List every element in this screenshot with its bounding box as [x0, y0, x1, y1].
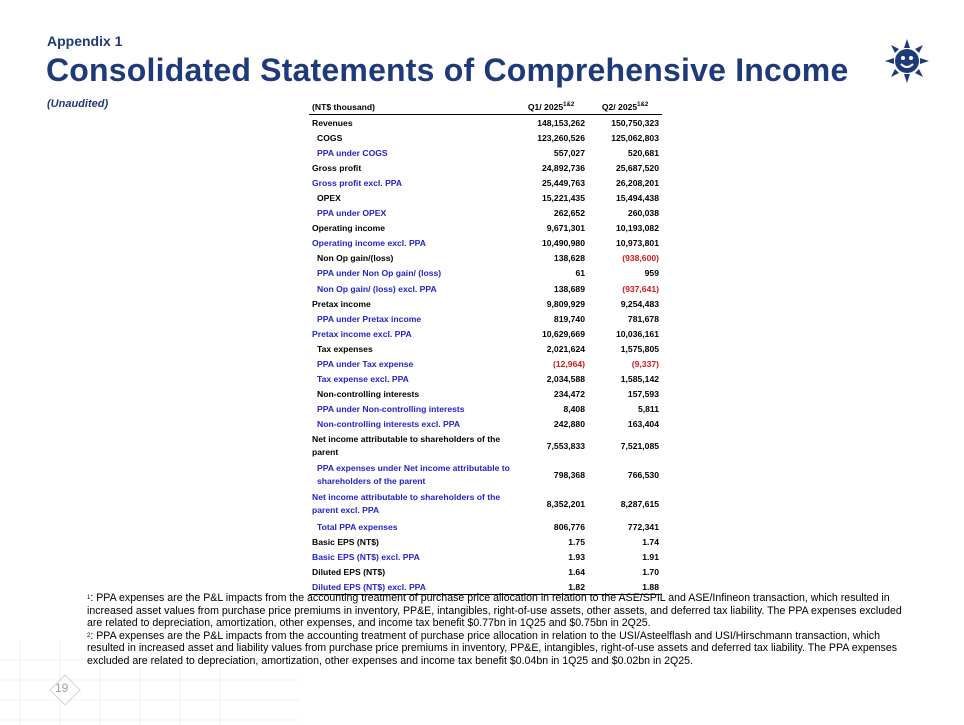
- q1-value: 148,153,262: [537, 117, 585, 128]
- table-row: [309, 326, 662, 341]
- table-row: [309, 372, 662, 387]
- q1-value: 25,449,763: [541, 177, 585, 188]
- table-header-row: [309, 100, 662, 115]
- row-label: Non-controlling interests: [317, 389, 420, 400]
- table-row: [309, 221, 662, 236]
- q2-value: 520,681: [627, 147, 659, 158]
- row-label: Diluted EPS (NT$) excl. PPA: [309, 579, 514, 595]
- table-row: [309, 564, 662, 579]
- q2-value: 26,208,201: [615, 177, 659, 188]
- q2-value: 1.88: [588, 579, 662, 595]
- table-row: [309, 175, 662, 190]
- table-row: [309, 341, 662, 356]
- row-label: Tax expense excl. PPA: [317, 374, 409, 385]
- income-statement-table: [309, 100, 662, 595]
- row-label: Net income attributable to shareholders of the parent excl. PPA: [312, 492, 501, 516]
- row-label: Operating income excl. PPA: [312, 238, 426, 249]
- q2-value: (938,600): [622, 253, 659, 264]
- page-number: 19: [55, 681, 69, 695]
- q1-value: 2,034,588: [546, 374, 585, 385]
- row-label: Operating income: [312, 223, 386, 234]
- row-label: PPA under Non-controlling interests: [317, 404, 465, 415]
- q1-value: 10,490,980: [541, 238, 585, 249]
- q1-value: 2,021,624: [546, 343, 585, 354]
- q2-value: 781,678: [627, 313, 659, 324]
- appendix-label: Appendix 1: [47, 33, 123, 49]
- q1-value: 10,629,669: [541, 328, 585, 339]
- q2-value: (9,337): [631, 359, 659, 370]
- q1-value: 798,368: [553, 469, 585, 480]
- q2-value: 959: [644, 268, 659, 279]
- q2-value: 1.74: [642, 536, 659, 547]
- row-label: Gross profit excl. PPA: [312, 177, 403, 188]
- table-row: [309, 311, 662, 326]
- table-row: [309, 266, 662, 281]
- table-row: [309, 549, 662, 564]
- row-label: Pretax income: [312, 298, 371, 309]
- table-row: [309, 461, 662, 490]
- q1-value: 7,553,833: [546, 440, 585, 451]
- row-label: Pretax income excl. PPA: [312, 328, 412, 339]
- q2-value: 8,287,615: [620, 498, 659, 509]
- q2-value: 1.91: [642, 551, 659, 562]
- q1-value: 9,809,929: [546, 298, 585, 309]
- q1-value: 806,776: [553, 521, 585, 532]
- q1-value: 8,352,201: [546, 498, 585, 509]
- q1-value: 9,671,301: [546, 223, 585, 234]
- table-row: [309, 160, 662, 175]
- q1-value: 138,689: [553, 283, 585, 294]
- q2-value: 157,593: [627, 389, 659, 400]
- table-row: [309, 236, 662, 251]
- row-label: Basic EPS (NT$): [312, 536, 379, 547]
- q2-value: 163,404: [627, 419, 659, 430]
- q1-value: 242,880: [553, 419, 585, 430]
- q1-value: 234,472: [553, 389, 585, 400]
- table-row: [309, 402, 662, 417]
- col-q1-header: Q1/ $2025^{1\&2}$: [514, 100, 588, 115]
- q2-value: 125,062,803: [611, 132, 659, 143]
- row-label: OPEX: [317, 193, 341, 204]
- table-row: [309, 357, 662, 372]
- table-row: [309, 387, 662, 402]
- q1-value: (12,964): [552, 359, 585, 370]
- row-label: Tax expenses: [317, 343, 373, 354]
- row-label: PPA under Non Op gain/ (loss): [317, 268, 442, 279]
- q2-value: 766,530: [627, 469, 659, 480]
- sun-logo-icon: [884, 38, 930, 84]
- table-row: [309, 190, 662, 205]
- row-label: PPA under OPEX: [317, 208, 387, 219]
- footnotes: [87, 592, 907, 668]
- q1-value: 1.75: [568, 536, 585, 547]
- q2-value: 10,973,801: [615, 238, 659, 249]
- row-label: Non Op gain/ (loss) excl. PPA: [317, 283, 437, 294]
- q2-value: 1,575,805: [620, 343, 659, 354]
- q1-value: 262,652: [553, 208, 585, 219]
- table-row: [309, 519, 662, 534]
- row-label: PPA under COGS: [317, 147, 388, 158]
- q1-value: 138,628: [553, 253, 585, 264]
- q2-value: 10,193,082: [615, 223, 659, 234]
- q2-value: (937,641): [622, 283, 659, 294]
- row-label: Net income attributable to shareholders of the parent: [312, 434, 501, 458]
- q2-value: 1,585,142: [620, 374, 659, 385]
- q2-value: 1.70: [642, 566, 659, 577]
- row-label: Non Op gain/(loss): [317, 253, 394, 264]
- row-label: PPA under Tax expense: [317, 359, 414, 370]
- footnote-1: $^1$: PPA expenses are the P&L impacts from the accounting treatment of purchase price allocation in relation to the ASE/SPIL and ASE/Infineon transaction, which resulted in increased asset values from purchase price premiums in inventory, PP&E, intangibles, right-of-use assets, other assets, and deferred tax liability. The PPA expenses excluded are related to depreciation, amortization, other expenses, and income tax benefit $0.77bn in 1Q25 and $0.75bn in 2Q25.: [87, 592, 902, 630]
- table-row: [309, 251, 662, 266]
- q1-value: 1.64: [568, 566, 585, 577]
- q2-value: 260,038: [627, 208, 659, 219]
- row-label: PPA expenses under Net income attributable to shareholders of the parent: [317, 463, 510, 487]
- row-label: Basic EPS (NT$) excl. PPA: [312, 551, 420, 562]
- q2-value: 25,687,520: [615, 162, 659, 173]
- row-label: PPA under Pretax income: [317, 313, 422, 324]
- q1-value: 557,027: [553, 147, 585, 158]
- q1-value: 15,221,435: [541, 193, 585, 204]
- q2-value: 15,494,438: [615, 193, 659, 204]
- q2-value: 7,521,085: [620, 440, 659, 451]
- q1-value: 819,740: [553, 313, 585, 324]
- q1-value: 24,892,736: [541, 162, 585, 173]
- q2-value: 10,036,161: [615, 328, 659, 339]
- col-q2-header: Q2/ $2025^{1\&2}$: [588, 100, 662, 115]
- table-row: [309, 417, 662, 432]
- q1-value: 61: [575, 268, 585, 279]
- row-label: Non-controlling interests excl. PPA: [317, 419, 461, 430]
- table-row: [309, 432, 662, 461]
- row-label: Revenues: [312, 117, 353, 128]
- table-row: [309, 490, 662, 519]
- table-row: [309, 145, 662, 160]
- table-row: [309, 281, 662, 296]
- q2-value: 772,341: [627, 521, 659, 532]
- q1-value: 1.93: [568, 551, 585, 562]
- unit-header: (NT$ thousand): [309, 100, 514, 115]
- q1-value: 123,260,526: [537, 132, 585, 143]
- row-label: Diluted EPS (NT$): [312, 566, 386, 577]
- q1-value: 8,408: [563, 404, 585, 415]
- q2-value: 150,750,323: [611, 117, 659, 128]
- unaudited-note: (Unaudited): [47, 98, 109, 110]
- q2-value: 5,811: [637, 404, 659, 415]
- table-row: [309, 130, 662, 145]
- footnote-2: $^2$: PPA expenses are the P&L impacts from the accounting treatment of purchase price allocation in relation to the USI/Asteelflash and USI/Hirschmann transaction, which resulted in increased asset and liability values from purchase price premiums in inventory, PP&E, intangibles, right-of-use assets and deferred tax liability. The PPA expenses excluded are related to depreciation, amortization, other expenses and income tax benefit $0.04bn in 1Q25 and $0.02bn in 2Q25.: [87, 629, 898, 667]
- table-row: [309, 115, 662, 131]
- row-label: COGS: [317, 132, 343, 143]
- table-row: [309, 206, 662, 221]
- q2-value: 9,254,483: [620, 298, 659, 309]
- table-row: [309, 296, 662, 311]
- q1-value: 1.82: [514, 579, 588, 595]
- row-label: Gross profit: [312, 162, 362, 173]
- row-label: Total PPA expenses: [317, 521, 398, 532]
- table-row: [309, 534, 662, 549]
- page-title: Consolidated Statements of Comprehensive Income: [46, 52, 849, 88]
